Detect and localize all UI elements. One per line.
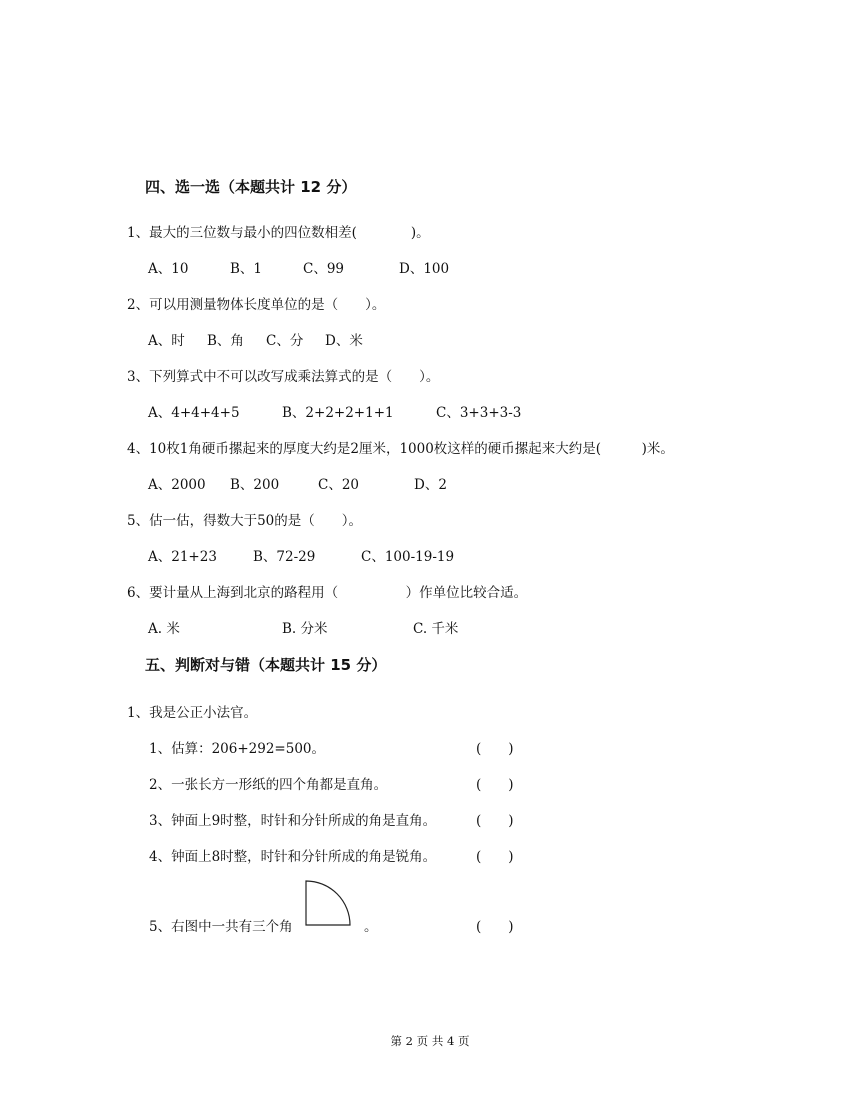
q4-2-option-d: D、米 [325, 333, 363, 349]
q4-1-text: 1、最大的三位数与最小的四位数相差( )。 [127, 225, 430, 241]
q4-1-option-b: B、1 [230, 261, 263, 277]
q4-5-text: 5、估一估，得数大于50的是（ ）。 [127, 513, 363, 529]
q5-item-3-answer-paren[interactable]: ( ) [476, 813, 514, 829]
q4-2-text: 2、可以用测量物体长度单位的是（ ）。 [127, 297, 386, 313]
q4-4-option-a: A、2000 [148, 477, 206, 493]
q4-6-text: 6、要计量从上海到北京的路程用（ ）作单位比较合适。 [127, 585, 528, 601]
section-5-title: 五、判断对与错（本题共计 15 分） [145, 656, 387, 674]
q5-item-5-text: 5、右图中一共有三个角 [149, 919, 293, 935]
q4-6-option-b: B. 分米 [282, 621, 328, 637]
q4-3-option-c: C、3+3+3-3 [436, 405, 522, 421]
q5-item-5-tail: 。 [364, 919, 378, 935]
q5-item-2-text: 2、一张长方一形纸的四个角都是直角。 [149, 777, 388, 793]
q4-5-option-c: C、100-19-19 [361, 549, 455, 565]
q5-item-1-text: 1、估算：206+292=500。 [149, 741, 326, 757]
q5-item-2-answer-paren[interactable]: ( ) [476, 777, 514, 793]
q4-3-option-a: A、4+4+4+5 [148, 405, 240, 421]
page-footer: 第 2 页 共 4 页 [390, 1034, 470, 1048]
q4-1-option-a: A、10 [148, 261, 189, 277]
q5-item-3-text: 3、钟面上9时整，时针和分针所成的角是直角。 [149, 813, 437, 829]
q5-item-1-answer-paren[interactable]: ( ) [476, 741, 514, 757]
q5-item-4-text: 4、钟面上8时整，时针和分针所成的角是锐角。 [149, 849, 437, 865]
q4-1-option-c: C、99 [303, 261, 345, 277]
q4-2-option-b: B、角 [207, 333, 244, 349]
q5-intro: 1、我是公正小法官。 [127, 705, 258, 721]
q4-2-option-a: A、时 [148, 333, 185, 349]
q4-4-option-c: C、20 [318, 477, 360, 493]
section-4-title: 四、选一选（本题共计 12 分） [145, 178, 357, 196]
quarter-circle-figure [302, 878, 354, 928]
q4-5-option-b: B、72-29 [253, 549, 316, 565]
q4-4-option-b: B、200 [230, 477, 280, 493]
q4-4-option-d: D、2 [414, 477, 447, 493]
q5-item-4-answer-paren[interactable]: ( ) [476, 849, 514, 865]
q4-6-option-c: C. 千米 [413, 621, 459, 637]
q4-2-option-c: C、分 [266, 333, 304, 349]
q5-item-5-answer-paren[interactable]: ( ) [476, 919, 514, 935]
q4-3-option-b: B、2+2+2+1+1 [282, 405, 394, 421]
q4-5-option-a: A、21+23 [148, 549, 217, 565]
q4-3-text: 3、下列算式中不可以改写成乘法算式的是（ ）。 [127, 369, 440, 385]
q4-6-option-a: A. 米 [148, 621, 180, 637]
q4-1-option-d: D、100 [399, 261, 450, 277]
q4-4-text: 4、10枚1角硬币摞起来的厚度大约是2厘米，1000枚这样的硬币摞起来大约是( )米。 [127, 441, 674, 457]
